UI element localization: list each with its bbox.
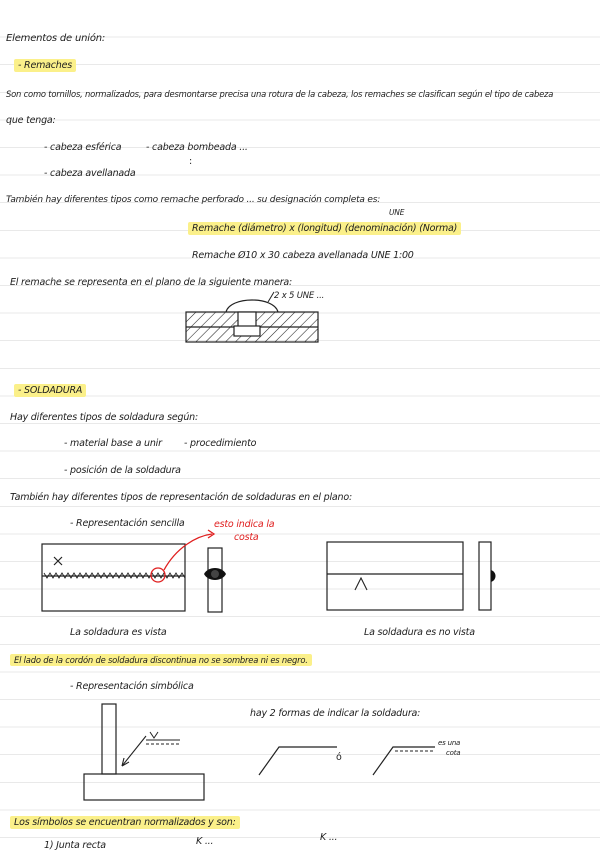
designation-formula: Remache (diámetro) x (longitud) (denominación) (Norma) <box>188 222 461 235</box>
remache-type-avellanada: - cabeza avellanada <box>44 168 136 179</box>
highlight-note: El lado de la cordón de soldadura discontinua no se sombrea ni es negro. <box>10 654 312 666</box>
remache-type-esferica: - cabeza esférica <box>44 142 122 153</box>
page-title: Elementos de unión: <box>6 33 106 44</box>
designation-intro: También hay diferentes tipos como remache perforado ... su designación completa es: <box>6 195 381 205</box>
caption-hidden-weld: La soldadura es no vista <box>364 627 475 638</box>
soldadura-type-posicion: - posición de la soldadura <box>64 465 181 476</box>
remaches-heading: - Remaches <box>14 59 76 72</box>
symbols-intro: Los símbolos se encuentran normalizados y son: <box>10 816 240 829</box>
or-text: ó <box>336 752 342 763</box>
rivet-drawing <box>182 286 324 344</box>
bottom-item-k2: K ... <box>320 832 338 843</box>
remache-types-dots: : <box>189 156 193 167</box>
hidden-weld-drawing <box>325 538 495 614</box>
remache-type-bombeada: - cabeza bombeada ... <box>146 142 248 153</box>
remaches-intro-line1: Son como tornillos, normalizados, para desmontarse precisa una rotura de la cabeza, los remaches se clasifican según el tipo de cabeza <box>6 89 554 99</box>
caption-visible-weld: La soldadura es vista <box>70 627 167 638</box>
side-label-line2: cota <box>446 749 461 757</box>
indication-forms-drawing <box>255 735 455 779</box>
side-label-line1: es una <box>438 739 461 747</box>
remache-plane-text: El remache se representa en el plano de la siguiente manera: <box>10 277 293 288</box>
symbolic-weld-drawing <box>80 700 210 804</box>
soldadura-type-material: - material base a unir <box>64 438 162 449</box>
une-label: UNE <box>389 208 405 217</box>
remaches-intro-line2: que tenga: <box>6 115 56 126</box>
soldadura-rep-intro: También hay diferentes tipos de representación de soldaduras en el plano: <box>10 492 352 503</box>
two-forms-text: hay 2 formas de indicar la soldadura: <box>250 708 421 719</box>
bottom-item-junta-recta: 1) Junta recta <box>44 840 106 851</box>
soldadura-rep-simple: - Representación sencilla <box>70 518 185 529</box>
soldadura-type-procedimiento: - procedimiento <box>184 438 257 449</box>
soldadura-types-intro: Hay diferentes tipos de soldadura según: <box>10 412 198 423</box>
red-note-line2: costa <box>234 532 259 543</box>
bottom-item-k1: K ... <box>196 836 214 847</box>
remache-plane-label: 2 x 5 UNE ... <box>274 291 325 301</box>
soldadura-rep-symbolic: - Representación simbólica <box>70 681 194 692</box>
designation-example: Remache Ø10 x 30 cabeza avellanada UNE 1:00 <box>192 250 414 261</box>
visible-weld-drawing <box>36 528 248 614</box>
red-note-line1: esto indica la <box>214 519 275 530</box>
soldadura-heading: - SOLDADURA <box>14 384 86 397</box>
